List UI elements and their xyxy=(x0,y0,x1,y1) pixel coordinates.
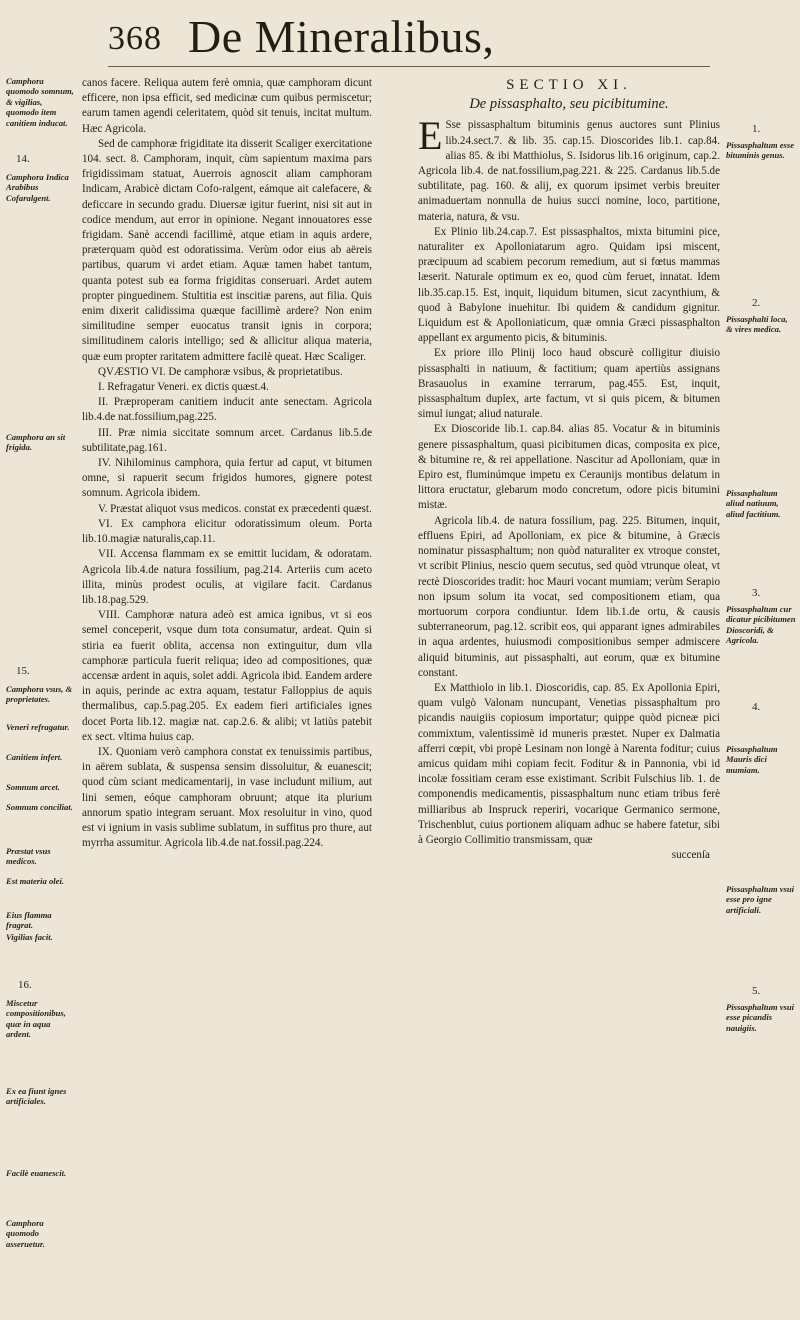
margin-note: Est materia olei. xyxy=(6,876,65,886)
page-header xyxy=(108,8,708,64)
margin-number: 15. xyxy=(16,665,30,677)
paragraph: canos facere. Reliqua autem ferè omnia, quæ camphoram dicunt efficere, non ipsa efficit, sed medicinæ cum quibus permiscetur; earum tamen agendi celeritatem, quòd sit tenuis, incitat multum. Hæc Agricola. xyxy=(82,77,372,135)
list-item: III. Præ nimia siccitate somnum arcet. Cardanus lib.5.de subtilitate,pag.161. xyxy=(82,426,372,454)
margin-note: Camphora Indica Arabibus Cofaralgent. xyxy=(6,172,69,203)
question-heading: QVÆSTIO VI. De camphoræ vsibus, & proprietatibus. xyxy=(98,365,343,378)
margin-number: 4. xyxy=(752,701,761,713)
margin-note: Canitiem infert. xyxy=(6,752,63,762)
catchword: succenſa xyxy=(671,849,710,862)
margin-number: 14. xyxy=(16,153,30,165)
margin-note: Præstat vsus medicos. xyxy=(6,846,51,867)
margin-note: Facilè euanescit. xyxy=(6,1168,67,1178)
margin-note: Camphora quomodo asseruetur. xyxy=(6,1218,45,1249)
paragraph: Ex Dioscoride lib.1. cap.84. alias 85. Vocatur & in bituminis genere pissasphaltum, quasi picibitumen dicas, composita ex pice, & bitumine re, & rei appellatione. Nascitur ad Apolloniam, quæ in Epiro est, fluminúmque impetu ex Ceraunijs montibus delatum in littora eructatur, glebarum modo concretum, odore picis bitumini mistæ. xyxy=(418,423,720,512)
left-text-column xyxy=(82,76,372,851)
margin-note: Pissasphaltum aliud natiuum, aliud factitium. xyxy=(726,488,781,519)
list-item: V. Præstat aliquot vsus medicos. constat ex præcedenti quæst. xyxy=(98,502,372,515)
margin-note: Pissasphaltum esse bituminis genus. xyxy=(726,140,795,161)
margin-note: Miscetur compositionibus, quæ in aqua ardent. xyxy=(6,998,66,1040)
right-margin-notes xyxy=(726,76,796,1306)
margin-number: 3. xyxy=(752,587,761,599)
first-paragraph-text: Sse pissasphaltum bituminis genus auctores sunt Plinius lib.24.sect.7. & lib. 35. cap.15. Dioscorides lib.1. cap.84. alias 85. & ibi Matthiolus, S. Isidorus lib.16 originum, cap.2. Agricola lib.4. de nat.fossilium,pag.221. & 225. Cardanus lib.5.de subtilitate, pag. 160. & alij, ex quorum ipsimet verbis breuiter animaduertam nonnulla de huius succi nomine, loco, partitione, materia, natura, & vsu. xyxy=(418,119,720,223)
margin-note: Pissasphaltum vsui esse picandis nauigiis. xyxy=(726,1002,795,1033)
margin-note: Ex ea fiunt ignes artificiales. xyxy=(6,1086,67,1107)
list-item: IV. Nihilominus camphora, quia fertur ad caput, vt bitumen omne, si rapuerit secum frigidos humores, gignere potest somnum. Agricola ibidem. xyxy=(82,457,372,500)
right-text-column xyxy=(418,76,720,863)
running-title: De Mineralibus, xyxy=(188,11,495,62)
margin-note: Camphora quomodo somnum, & vigilias, quomodo item canitiem inducat. xyxy=(6,76,74,128)
paragraph: Agricola lib.4. de natura fossilium, pag. 225. Bitumen, inquit, effluens Epiri, ad Apolloniam, ex pice & bitumine, à Græcis nominatur pissasphaltum; non quòd naturaliter ex vtroque constet, vt scribit Plinius, nescio quem secutus, sed quòd vtrunque oleat, vt rectè Dioscorides tradit: hoc Mauri vocant mumiam; verùm Serapio non ipsum solum ita vocat, sed compositionem etiam, qua mortuorum corpora condiuntur. Idem lib.1.de ortu, & causis subterraneorum, pag.12. scribit eos, qui apparant ignes admirabiles in aqua ardentes, huiusmodi compositionibus semper admiscere aliquid bituminis, aut pissasphalti, aut eorum, quæ ex bitumine constant. xyxy=(418,514,720,679)
margin-number: 5. xyxy=(752,985,761,997)
margin-note: Veneri refragatur. xyxy=(6,722,70,732)
left-margin-notes xyxy=(6,76,74,1306)
header-rule xyxy=(108,66,710,67)
paragraph: Sed de camphoræ frigiditate ita disserit Scaliger exercitatione 104. sect. 8. Camphoram, inquit, cùm sapientum maxima pars frigidissimam statuat, Auerrois agnoscit aliam camphoram Indicam, Arabicè dictam Cofo-ralgent, eámque ait calefacere, & deficcare in secundo gradu. Diuersæ igitur fuerint, nisi sit aut in codice mendum, aut error in opinione. Negant innouatores esse frigidam. Sanè accendi facillimè, atque etiam in aquis ardere, præterquam quòd est odoratissima. Verùm odor eius ab aëreis partibus, quarum vi ardet etiam. Aquæ tamen habet tantum, quanta potest sub ea forma frigiditas conseruari. Ardet autem propter pinguedinem. Stultitia est inscitiæ parens, aut filia. Quis enim dixerit calidissima quæque facillimè ardere? Non enim similitudine semper euocatus transit ignis in corpora; similitudinem caloris intelligo; sed & allicitur aliqua materia, quæ eum propter raritatem admittere facilè queat. Hæc Scaliger. xyxy=(82,137,372,363)
margin-note: Camphora an sit frigida. xyxy=(6,432,66,453)
drop-cap: E xyxy=(418,113,443,159)
margin-number: 1. xyxy=(752,123,761,135)
margin-number: 16. xyxy=(18,979,32,991)
margin-note: Somnum conciliat. xyxy=(6,802,73,812)
list-item: VIII. Camphoræ natura adeò est amica ignibus, vt si eos semel conceperit, vsque dum tota consumatur, ardeat. Quin si stiria ea fuerit oblita, accensa non extinguitur, dum vlla camphoræ particula fuerit reliqua; ideo ad compositiones, quæ accensæ ardent in aquis, solet addi. Agricola ibid. Eandem ardere in aquis, perinde ac extra aquam, testatur Falloppius de aquis thermalibus, cap.5.pag.205. Ex eadem fieri artificiales ignes docet Porta lib.12. magiæ nat. cap.2.6. & alibi; vt latiùs patebit ex sect. vltima huius cap. xyxy=(82,609,372,743)
page-number: 368 xyxy=(108,20,162,57)
paragraph: Ex Matthiolo in lib.1. Dioscoridis, cap. 85. Ex Apollonia Epiri, quam vulgò Valonam nuncupant, Venetias pissasphaltum pro picandis nauigiis copiosum importatur; quippe quòd picneæ pici commixtum, valentissimè id muneris præstet. Nuper ex Dalmatia afferri cœpit, vbi propè Lesinam non longè à Narenta foditur; cuius amicus quidam mihi copiam fecit. Foditur & in Pannonia, vbi id incolæ fossitiam ceram esse existimant. Scribit Fulschius lib. 1. de componendis medicamentis, pissasphaltum nunc etiam tribus ferè milliaribus ab Inspruck reperiri, vocarique Germanico sermone, Trischenblut, cuius portionem aliquam adhuc se habere fatetur, sibi à Georgio Collimitio transmissam, quæ xyxy=(418,681,720,846)
paragraph: Ex Plinio lib.24.cap.7. Est pissasphaltos, mixta bitumini pice, naturaliter ex Apolloniatarum agro. Quidam ipsi miscent, præcipuum ad scabiem pecorum remedium, aut si fœtus mammas læserit. Naturale optimum ex eo, quod cùm feruet, innatat. Idem lib.35.cap.15. Est, inquit, liquidum bitumen, sicut zacynthium, & quod à Babylone inuehitur. Ibi quidem & candidum gignitur. Liquidum est & Apolloniaticum, quæ omnia Græci pissasphalton appellant ex argumento picis, & bituminis. xyxy=(418,225,720,345)
margin-number: 2. xyxy=(752,297,761,309)
paragraph: Ex priore illo Plinij loco haud obscurè colligitur diuisio pissasphalti in natiuum, & factitium; quam apertiùs assignans Brasauolus in examine terrarum, pag.455. Est, inquit, pissasphaltum duplex, arte factum, vt si quis picem, & bitumen simul iungat; aliud naturale. xyxy=(418,347,720,421)
section-subtitle: De pissasphalto, seu picibitumine. xyxy=(469,96,669,113)
section-heading: SECTIO XI. xyxy=(506,77,632,93)
paragraph xyxy=(418,113,720,224)
list-item: IX. Quoniam verò camphora constat ex tenuissimis partibus, in aërem sublata, & suspensa sensim dissoluitur, & euanescit; quod cùm sciant medicamentarij, in vase includunt milium, aut lini semen, eóque camphoram obruunt; atque ita plurium annorum spatio integram seruant. Mox resoluitur in vino, quod est vi ignium in vasis sublime sublatum, in suffitus pro thure, aut myrrha assumitur. Agricola lib.4.de nat.fossil.pag.224. xyxy=(82,745,372,850)
list-item: II. Præproperam canitiem inducit ante senectam. Agricola lib.4.de nat.fossilium,pag.225. xyxy=(82,396,372,424)
margin-note: Pissasphaltum cur dicatur picibitumen Dioscoridi, & Agricola. xyxy=(726,604,796,646)
margin-note: Vigilias facit. xyxy=(6,932,53,942)
margin-note: Pissasphaltum vsui esse pro igne artificiali. xyxy=(726,884,795,915)
list-item: VI. Ex camphora elicitur odoratissimum oleum. Porta lib.10.magiæ naturalis,cap.11. xyxy=(82,517,372,546)
margin-note: Pissasphalti loca, & vires medica. xyxy=(726,314,788,335)
margin-note: Camphora vsus, & proprietates. xyxy=(6,684,73,705)
list-item: VII. Accensa flammam ex se emittit lucidam, & odoratam. Agricola lib.4.de natura fossilium, pag.214. Arteriis cum aceto illita, minùs prodest oculis, at vigilare facit. Cardanus lib.18.pag.529. xyxy=(82,548,372,606)
list-item: I. Refragatur Veneri. ex dictis quæst.4. xyxy=(98,381,269,394)
margin-note: Pissasphaltum Mauris dici mumiam. xyxy=(726,744,778,775)
margin-note: Somnum arcet. xyxy=(6,782,60,792)
margin-note: Eius flamma fragrat. xyxy=(6,910,52,931)
